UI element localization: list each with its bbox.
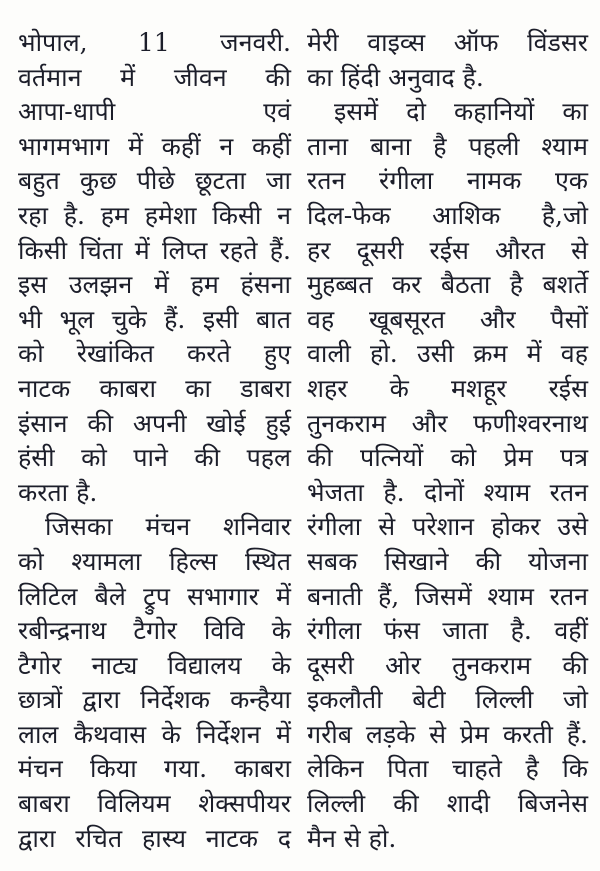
text-line: छात्रों द्वारा निर्देशक कन्हैया [18,685,291,715]
text-line: रंगीला से परेशान होकर उसे [307,512,588,542]
text-line: को रेखांकित करते हुए [18,339,291,369]
text-line: ताना बाना है पहली श्याम [307,131,588,161]
text-line: मुहब्बत कर बैठता है बशर्ते [307,270,588,300]
text-line: लिटिल बैले ट्रुप सभागार में [18,581,291,611]
text-line: हंसी को पाने की पहल [18,443,291,473]
text-line: किसी चिंता में लिप्त रहते हैं. [18,235,291,265]
text-line: द्वारा रचित हास्य नाटक द [18,823,291,853]
text-line: लाल कैथवास के निर्देशन में [18,719,291,749]
text-line: टैगोर नाट्य विद्यालय के [18,650,291,680]
text-line: मेरी वाइव्स ऑफ विंडसर [307,28,588,57]
text-line: को श्यामला हिल्स स्थित [18,546,291,576]
text-line: भेजता है. दोनों श्याम रतन [307,477,588,507]
text-line: इसमें दो कहानियों का [334,97,588,127]
text-line: शहर के मशहूर रईस [307,373,588,403]
text-line: लिल्ली की शादी बिजनेस [307,789,588,819]
text-line: इस उलझन में हम हंसना [18,270,291,300]
text-line: मैन से हो. [307,823,397,853]
text-line: दिल-फेक आशिक है,जो [307,200,588,230]
text-line: तुनकराम और फणीश्वरनाथ [307,408,588,438]
article-column-right [307,26,588,856]
text-line: की पत्नियों को प्रेम पत्र [307,443,588,473]
text-line: सबक सिखाने की योजना [307,546,588,576]
text-line: वाली हो. उसी क्रम में वह [307,339,588,369]
text-line: रबीन्द्रनाथ टैगोर विवि के [18,616,291,646]
text-line: जिसका मंचन शनिवार [45,512,291,542]
text-line: गरीब लड़के से प्रेम करती हैं. [307,719,588,749]
text-line: बनाती हैं, जिसमें श्याम रतन [307,581,588,611]
text-line: मंचन किया गया. काबरा [18,754,291,784]
text-line: वर्तमान में जीवन की [18,62,291,92]
text-line: इंसान की अपनी खोई हुई [18,408,291,438]
text-line: भोपाल, 11 जनवरी. [18,28,291,57]
text-line: भागमभाग में कहीं न कहीं [18,131,291,161]
text-line: रतन रंगीला नामक एक [307,166,588,196]
article-column-left [18,26,291,856]
text-line: नाटक काबरा का डाबरा [18,373,291,403]
text-line: रंगीला फंस जाता है. वहीं [307,616,588,646]
text-line: का हिंदी अनुवाद है. [307,62,484,92]
text-line: बाबरा विलियम शेक्सपीयर [18,789,291,819]
text-line: रहा है. हम हमेशा किसी न [18,200,291,230]
text-line: बहुत कुछ पीछे छूटता जा [18,166,291,196]
article-body [18,26,594,856]
text-line: करता है. [18,477,98,507]
text-line: दूसरी ओर तुनकराम की [307,650,588,680]
text-line: हर दूसरी रईस औरत से [307,235,588,265]
text-line: आपा-धापी एवं [18,97,291,127]
text-line: इकलौती बेटी लिल्ली जो [307,685,588,715]
text-line: भी भूल चुके हैं. इसी बात [18,304,291,334]
text-line: लेकिन पिता चाहते है कि [307,754,588,784]
text-line: वह खूबसूरत और पैसों [307,304,588,334]
